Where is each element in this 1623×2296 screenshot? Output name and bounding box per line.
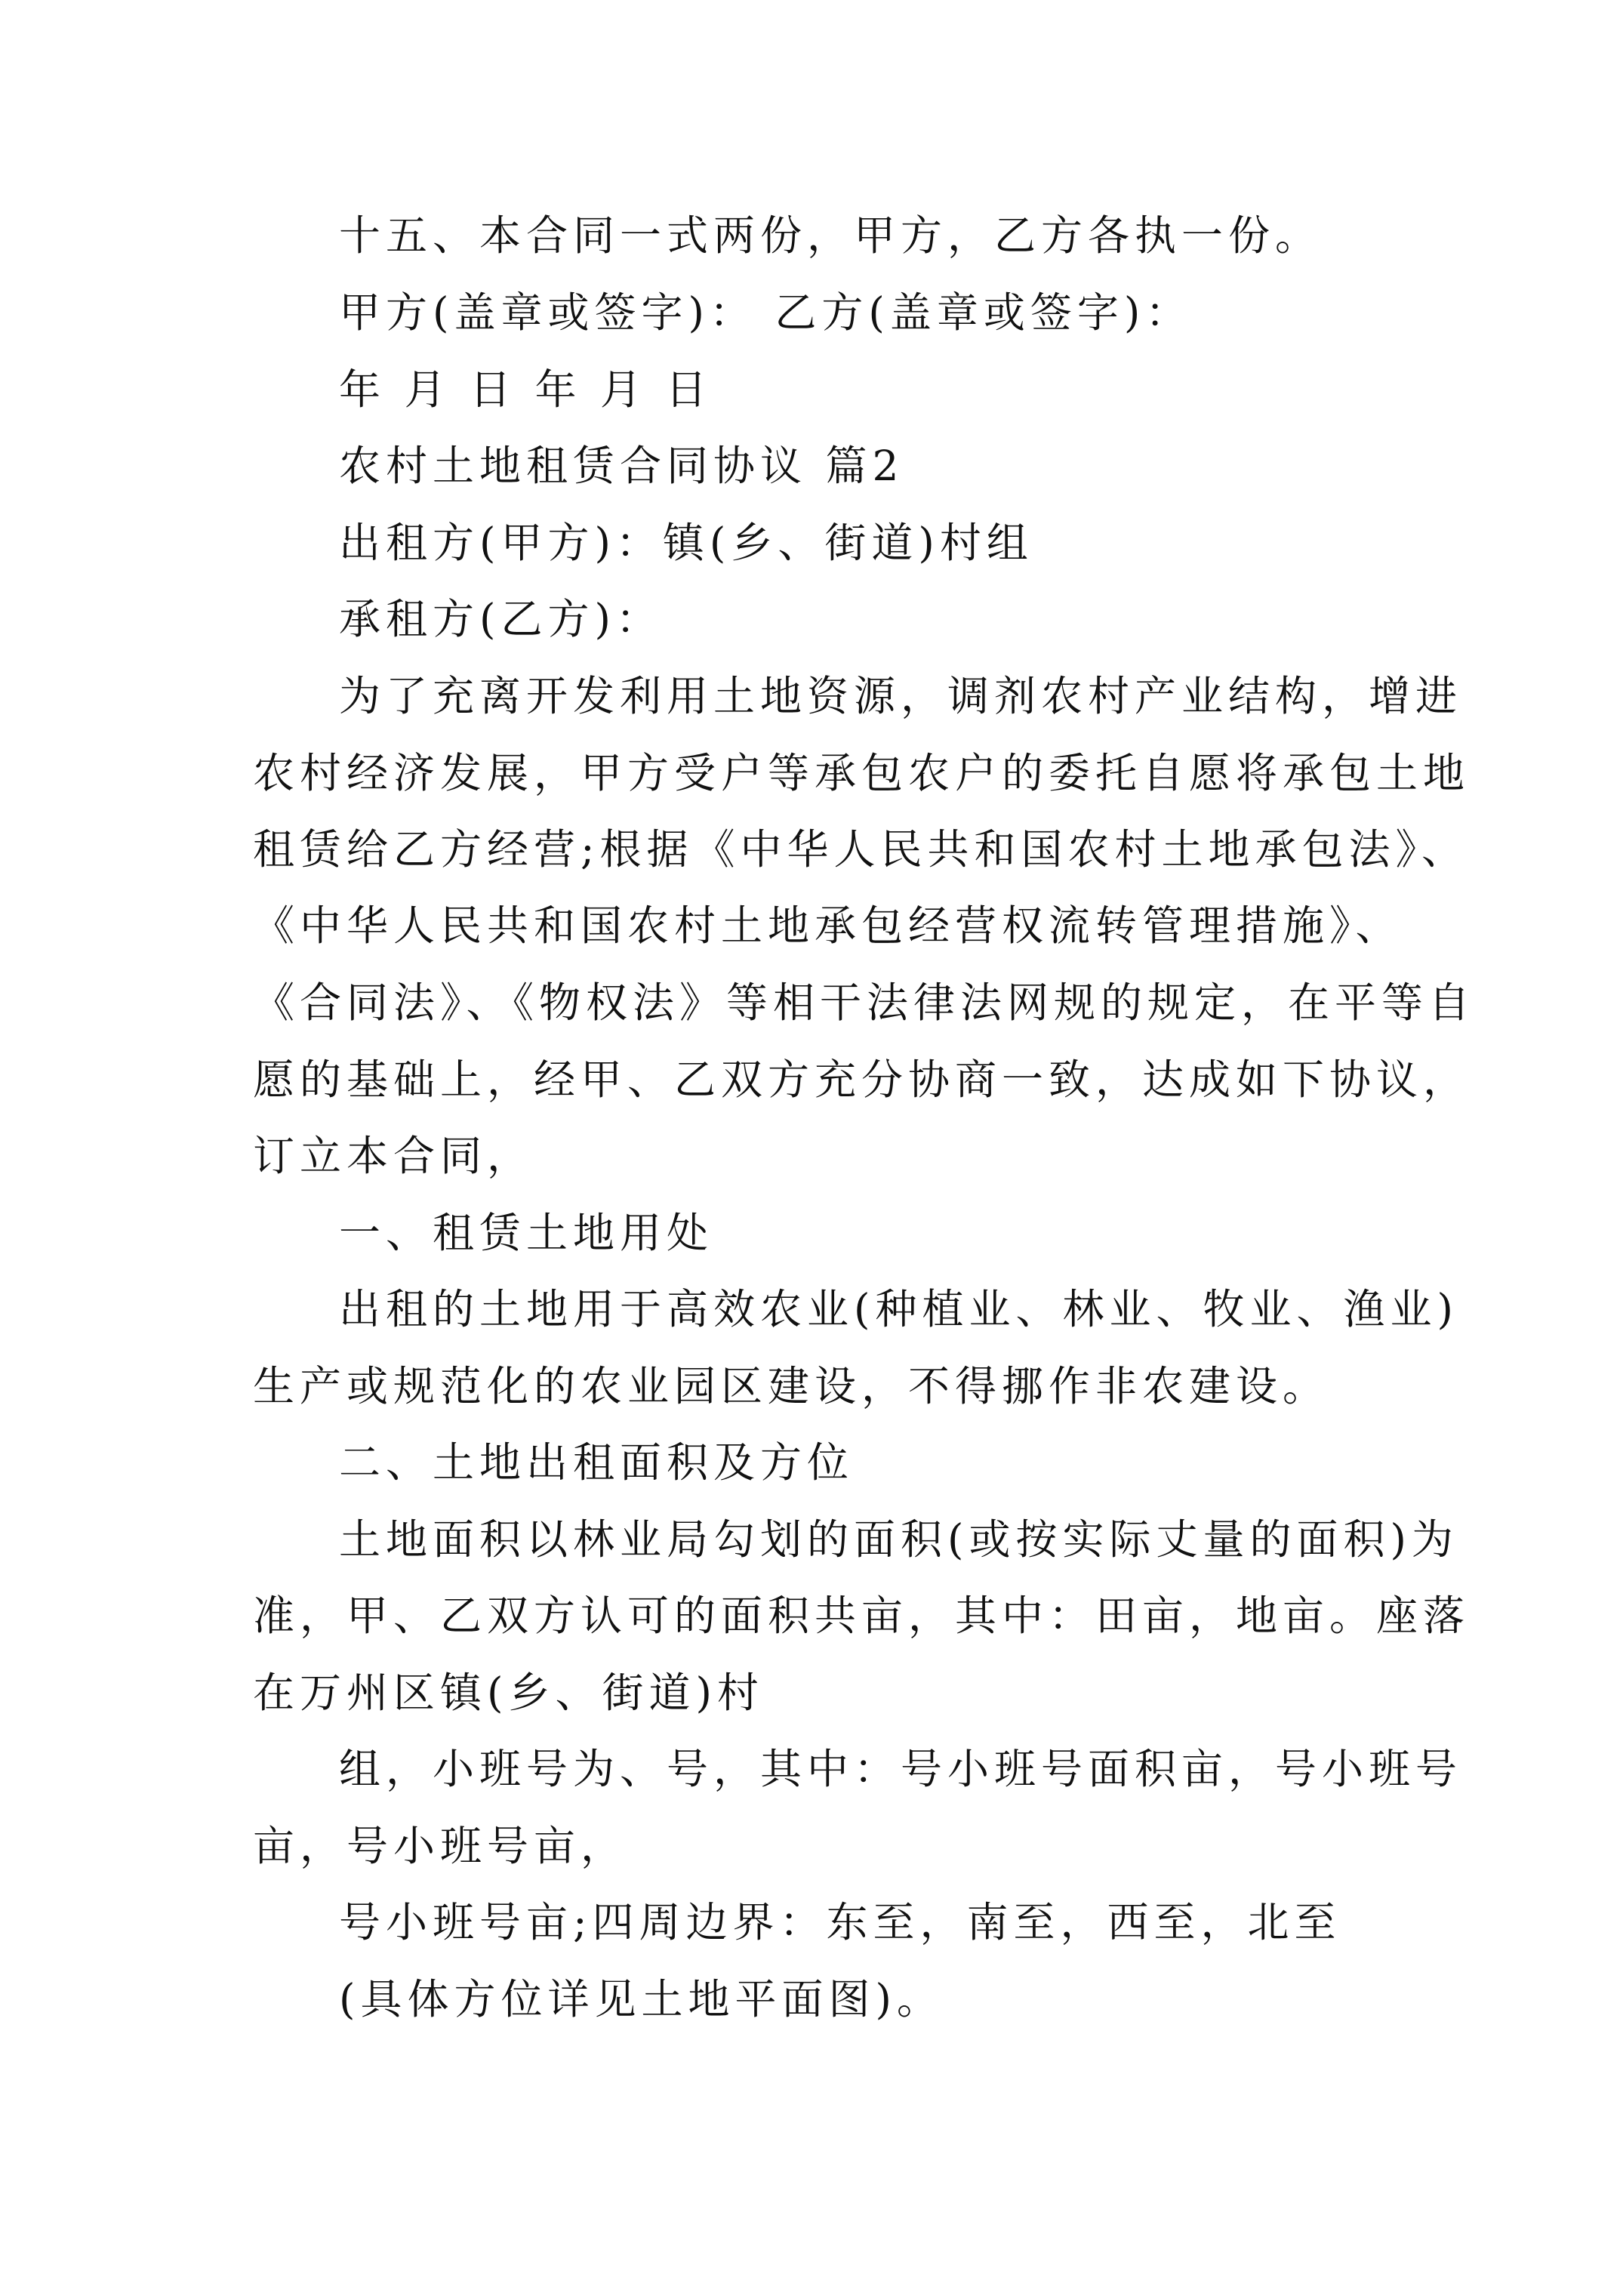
text-line: 号小班号亩;四周边界：东至，南至，西至，北至 xyxy=(339,1898,1341,1946)
text-line: 土地面积以林业局勾划的面积(或按实际丈量的面积)为 xyxy=(339,1515,1458,1564)
text-line: 亩，号小班号亩， xyxy=(253,1822,628,1870)
text-line: 租赁给乙方经营;根据《中华人民共和国农村土地承包法》、 xyxy=(253,825,1469,874)
text-line: 承租方(乙方)： xyxy=(339,595,663,643)
text-line: 在万州区镇(乡、街道)村 xyxy=(253,1669,764,1717)
text-line: 《中华人民共和国农村土地承包经营权流转管理措施》、 xyxy=(253,901,1403,950)
section-heading: 农村土地租赁合同协议 篇2 xyxy=(339,442,904,490)
text-line: 准，甲、乙双方认可的面积共亩，其中：田亩，地亩。座落 xyxy=(253,1592,1471,1640)
text-line: 十五、本合同一式两份，甲方，乙方各执一份。 xyxy=(339,211,1323,260)
text-line: 订立本合同， xyxy=(253,1132,534,1180)
section-heading: 一、租赁土地用处 xyxy=(339,1209,714,1257)
text-line: 为了充离开发利用土地资源，调剂农村产业结构，增进 xyxy=(339,672,1463,720)
text-line: 年 月 日 年 月 日 xyxy=(339,365,713,414)
text-line: 生产或规范化的农业园区建设，不得挪作非农建设。 xyxy=(253,1362,1330,1410)
text-line: 组，小班号为、号，其中：号小班号面积亩，号小班号 xyxy=(339,1745,1463,1793)
text-line: 《合同法》、《物权法》等相干法律法网规的规定，在平等自 xyxy=(253,978,1476,1027)
text-line: 出租的土地用于高效农业(种植业、林业、牧业、渔业) xyxy=(339,1285,1458,1333)
text-line: 农村经济发展，甲方受户等承包农户的委托自愿将承包土地 xyxy=(253,749,1471,797)
text-line: (具体方位详见土地平面图)。 xyxy=(339,1975,944,2023)
section-heading: 二、土地出租面积及方位 xyxy=(339,1438,855,1487)
text-line: 甲方(盖章或签字)： 乙方(盖章或签字)： xyxy=(339,288,1193,337)
text-line: 愿的基础上，经甲、乙双方充分协商一致，达成如下协议， xyxy=(253,1056,1471,1104)
text-line: 出租方(甲方)：镇(乡、街道)村组 xyxy=(339,519,1033,567)
